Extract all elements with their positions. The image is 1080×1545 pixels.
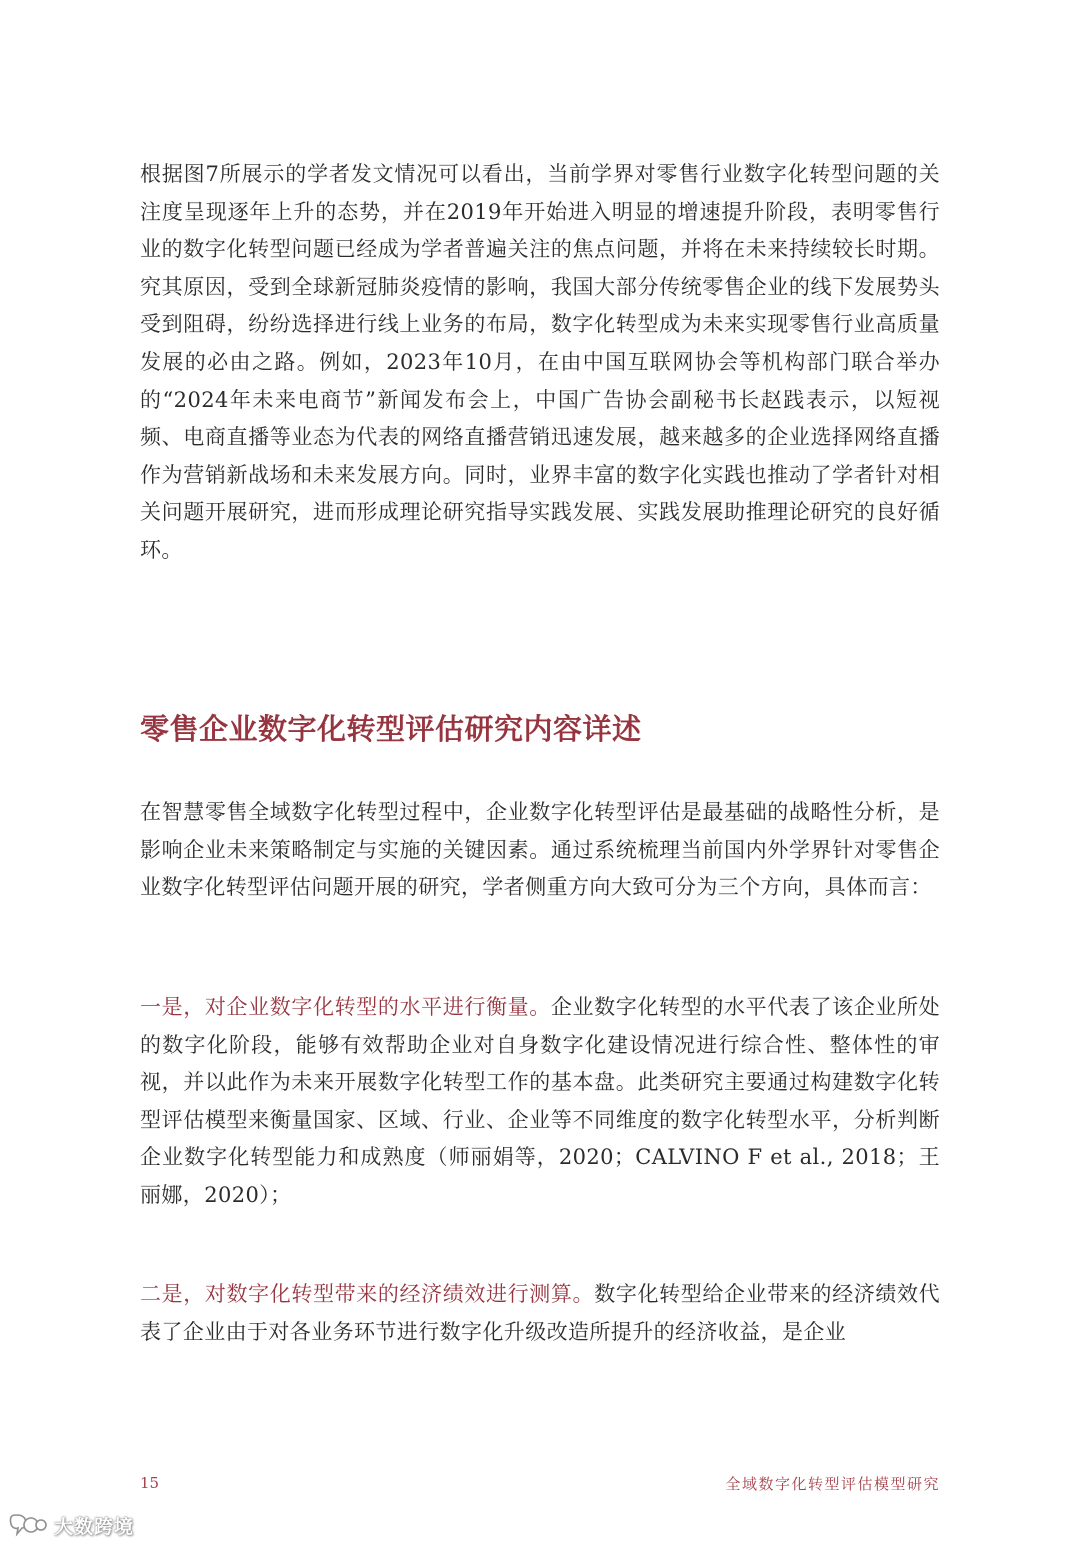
- item-body-text: 数字化转型给企业带来的经济绩效代表了企业由于对各业务环节进行数字化升级改造所提升的经济收益，是企业: [140, 1282, 940, 1344]
- speech-bubble-logo-icon: [8, 1511, 48, 1539]
- list-item-economic-performance: [140, 1276, 940, 1351]
- watermark: [8, 1510, 134, 1540]
- running-footer-title: 全域数字化转型评估模型研究: [725, 1475, 940, 1493]
- list-item-level-measurement: [140, 989, 940, 1215]
- watermark-text: 大数跨境: [54, 1515, 135, 1538]
- section-heading: 零售企业数字化转型评估研究内容详述: [140, 712, 642, 746]
- page-number: 15: [140, 1474, 160, 1492]
- body-paragraph: 根据图7所展示的学者发文情况可以看出，当前学界对零售行业数字化转型问题的关注度呈现逐年上升的态势，并在2019年开始进入明显的增速提升阶段，表明零售行业的数字化转型问题已经成为学者普遍关注的焦点问题，并将在未来持续较长时期。究其原因，受到全球新冠肺炎疫情的影响，我国大部分传统零售企业的线下发展势头受到阻碍，纷纷选择进行线上业务的布局，数字化转型成为未来实现零售行业高质量发展的必由之路。例如，2023年10月，在由中国互联网协会等机构部门联合举办的“2024年未来电商节”新闻发布会上，中国广告协会副秘书长赵践表示，以短视频、电商直播等业态为代表的网络直播营销迅速发展，越来越多的企业选择网络直播作为营销新战场和未来发展方向。同时，业界丰富的数字化实践也推动了学者针对相关问题开展研究，进而形成理论研究指导实践发展、实践发展助推理论研究的良好循环。: [140, 162, 940, 562]
- item-lead-highlight: 一是，对企业数字化转型的水平进行衡量。: [140, 995, 551, 1019]
- item-lead-highlight: 二是，对数字化转型带来的经济绩效进行测算。: [140, 1282, 595, 1306]
- item-body-text: 企业数字化转型的水平代表了该企业所处的数字化阶段，能够有效帮助企业对自身数字化建设情况进行综合性、整体性的审视，并以此作为未来开展数字化转型工作的基本盘。此类研究主要通过构建数字化转型评估模型来衡量国家、区域、行业、企业等不同维度的数字化转型水平，分析判断企业数字化转型能力和成熟度（师丽娟等，2020；CALVINO F et al., 2018；王丽娜，2020）；: [140, 995, 940, 1207]
- body-paragraph: 在智慧零售全域数字化转型过程中，企业数字化转型评估是最基础的战略性分析，是影响企业未来策略制定与实施的关键因素。通过系统梳理当前国内外学界针对零售企业数字化转型评估问题开展的研究，学者侧重方向大致可分为三个方向，具体而言：: [140, 800, 940, 900]
